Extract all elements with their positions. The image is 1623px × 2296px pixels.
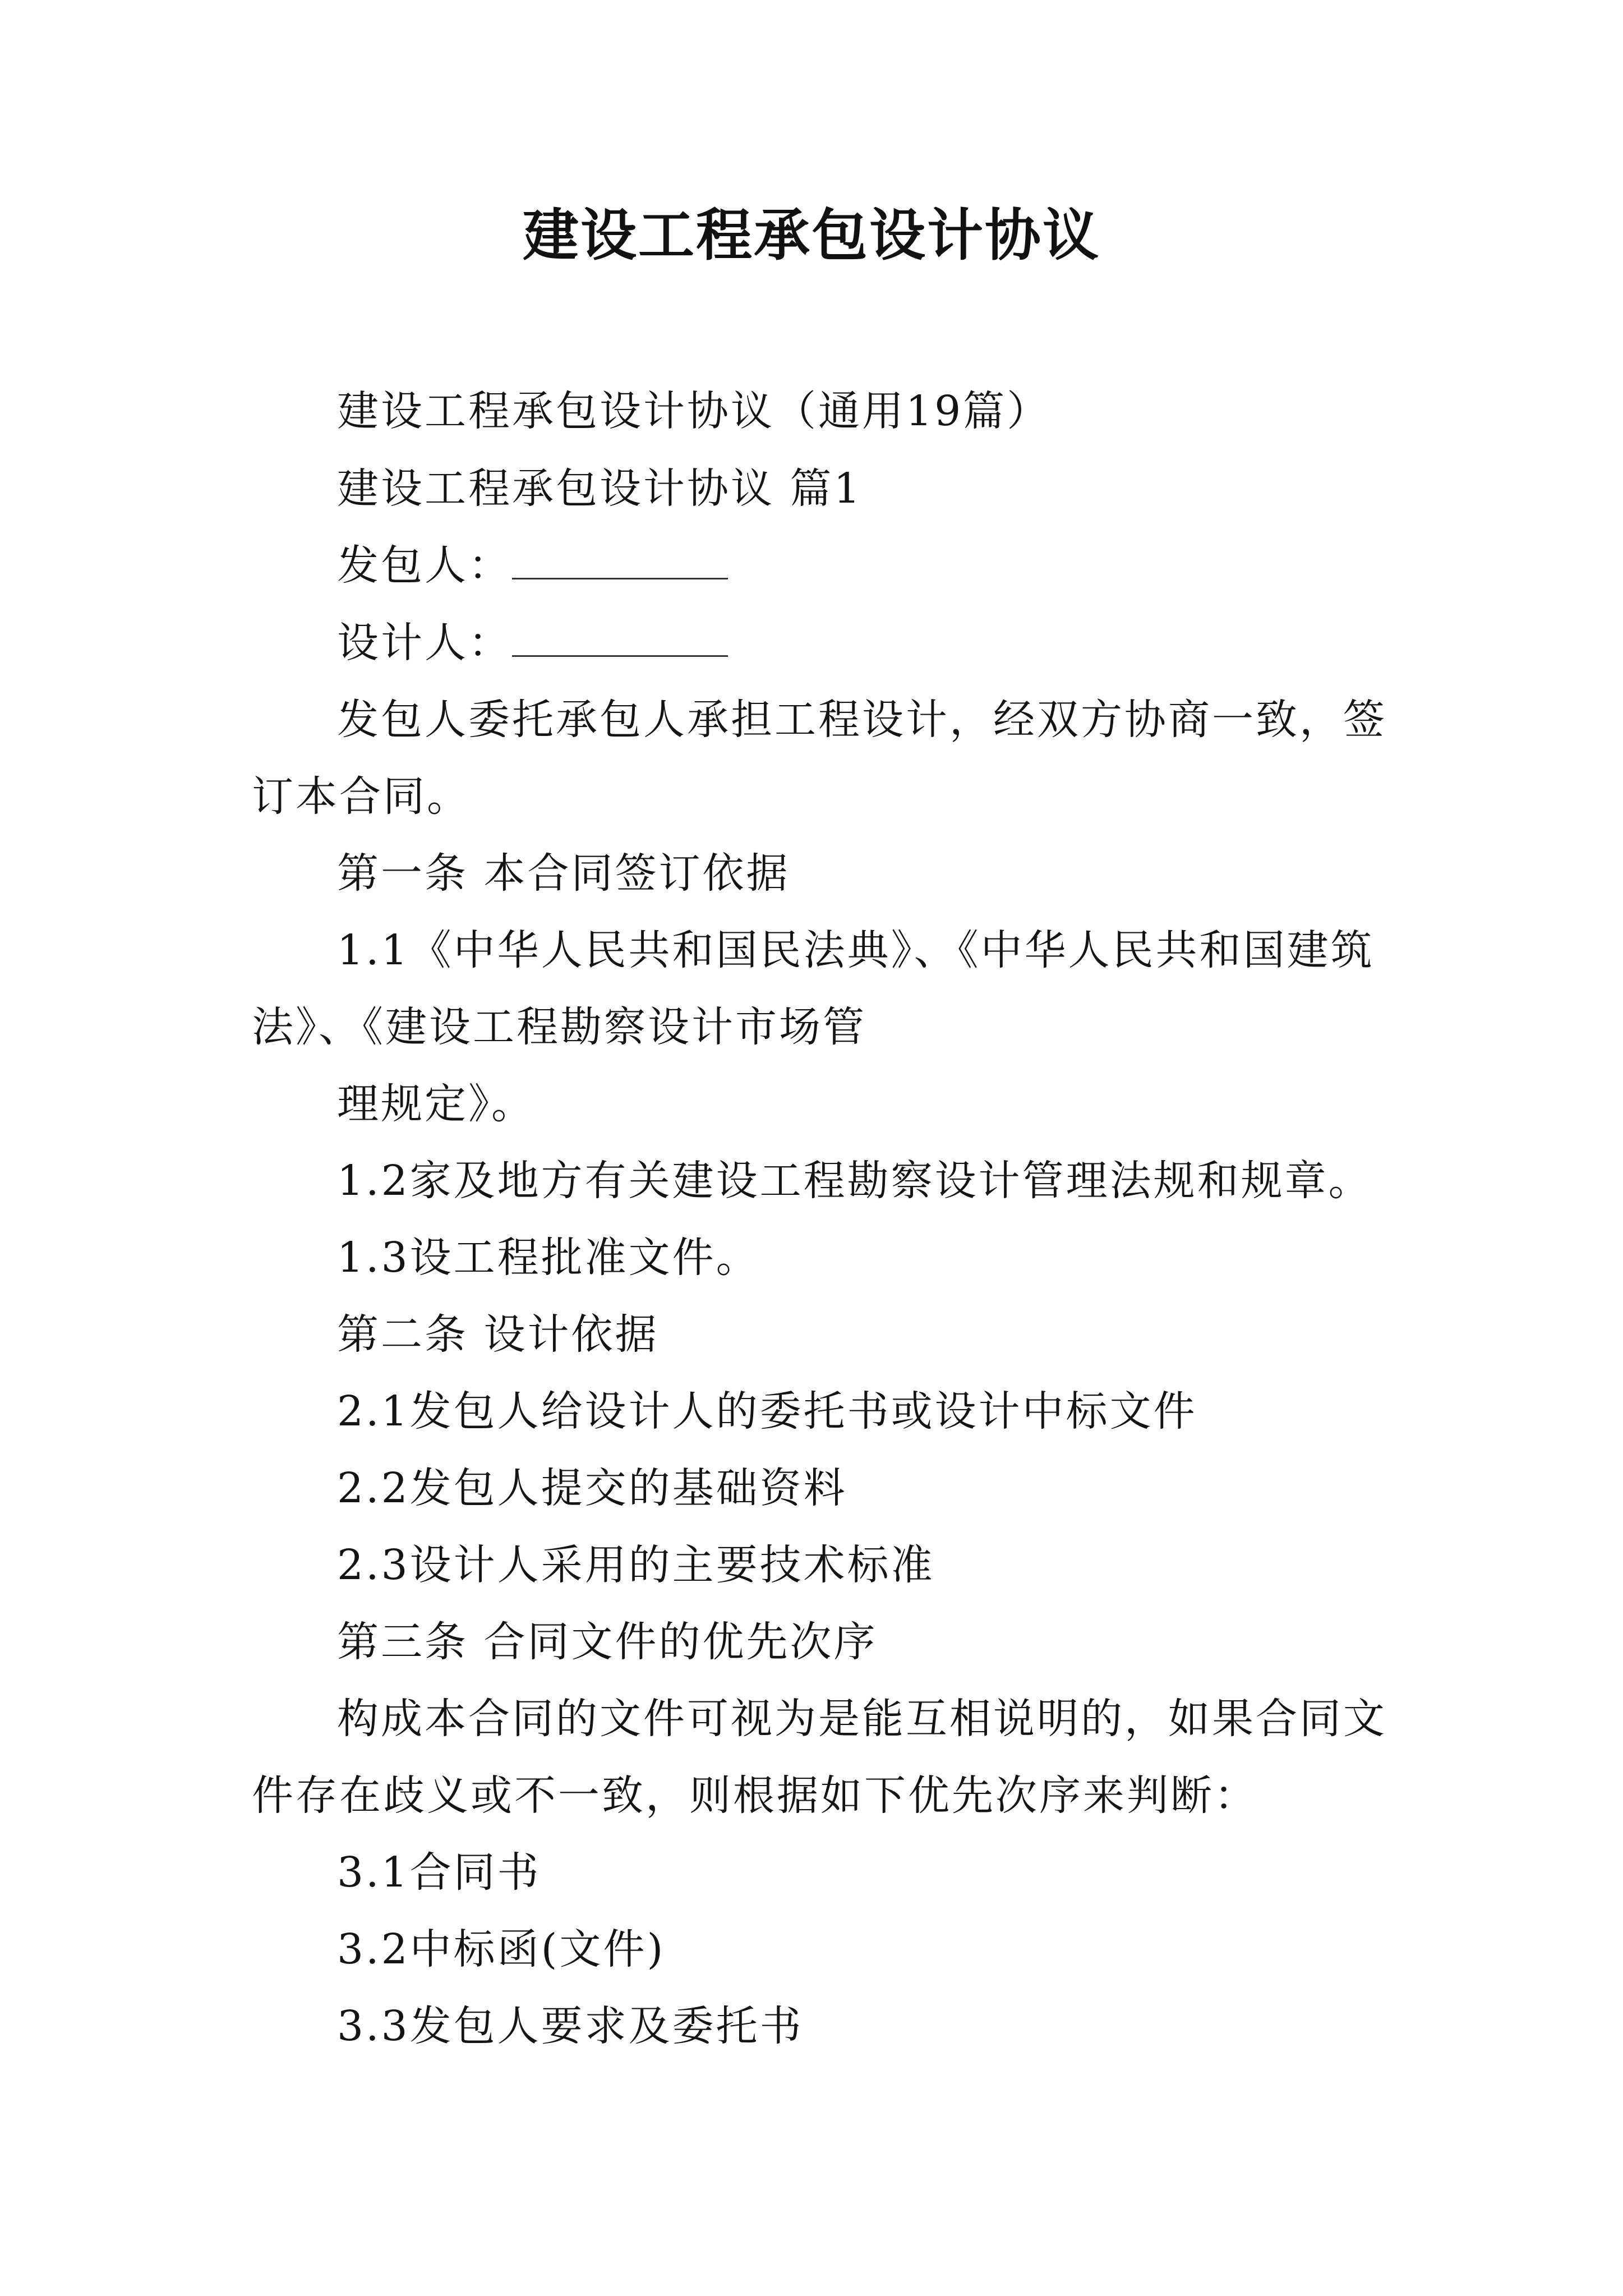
employer-line xyxy=(337,540,728,591)
clause-item: 2.3设计人采用的主要技术标准 xyxy=(337,1541,935,1589)
designer-line xyxy=(337,618,728,668)
designer-blank-field xyxy=(512,622,728,657)
clause-item: 3.3发包人要求及委托书 xyxy=(337,2002,804,2050)
paragraph: 发包人委托承包人承担工程设计，经双方协商一致，签 xyxy=(337,696,1387,744)
clause-item: 1.2家及地方有关建设工程勘察设计管理法规和规章。 xyxy=(337,1157,1372,1205)
paragraph-continuation: 件存在歧义或不一致，则根据如下优先次序来判断： xyxy=(252,1772,1258,1820)
paragraph-continuation: 订本合同。 xyxy=(252,772,471,821)
designer-label: 设计人： xyxy=(337,619,512,667)
clause-item: 理规定》。 xyxy=(337,1080,535,1128)
document-title: 建设工程承包设计协议 xyxy=(523,203,1100,268)
clause-item: 1.3设工程批准文件。 xyxy=(337,1234,760,1282)
clause-item: 3.1合同书 xyxy=(337,1848,541,1897)
paragraph: 构成本合同的文件可视为是能互相说明的，如果合同文 xyxy=(337,1695,1387,1743)
section-heading: 建设工程承包设计协议 篇1 xyxy=(337,464,863,513)
clause-item: 1.1《中华人民共和国民法典》、《中华人民共和国建筑 xyxy=(337,926,1375,974)
clause-item: 3.2中标函(文件) xyxy=(337,1925,666,1973)
paragraph-continuation: 法》、《建设工程勘察设计市场管 xyxy=(252,1003,866,1051)
employer-label: 发包人： xyxy=(337,541,512,590)
employer-blank-field xyxy=(512,544,728,579)
document-subtitle: 建设工程承包设计协议（通用19篇） xyxy=(337,387,1051,435)
article-heading: 第三条 合同文件的优先次序 xyxy=(337,1618,878,1666)
clause-item: 2.2发包人提交的基础资料 xyxy=(337,1464,847,1512)
article-heading: 第一条 本合同签订依据 xyxy=(337,849,790,898)
article-heading: 第二条 设计依据 xyxy=(337,1310,659,1359)
clause-item: 2.1发包人给设计人的委托书或设计中标文件 xyxy=(337,1387,1197,1435)
